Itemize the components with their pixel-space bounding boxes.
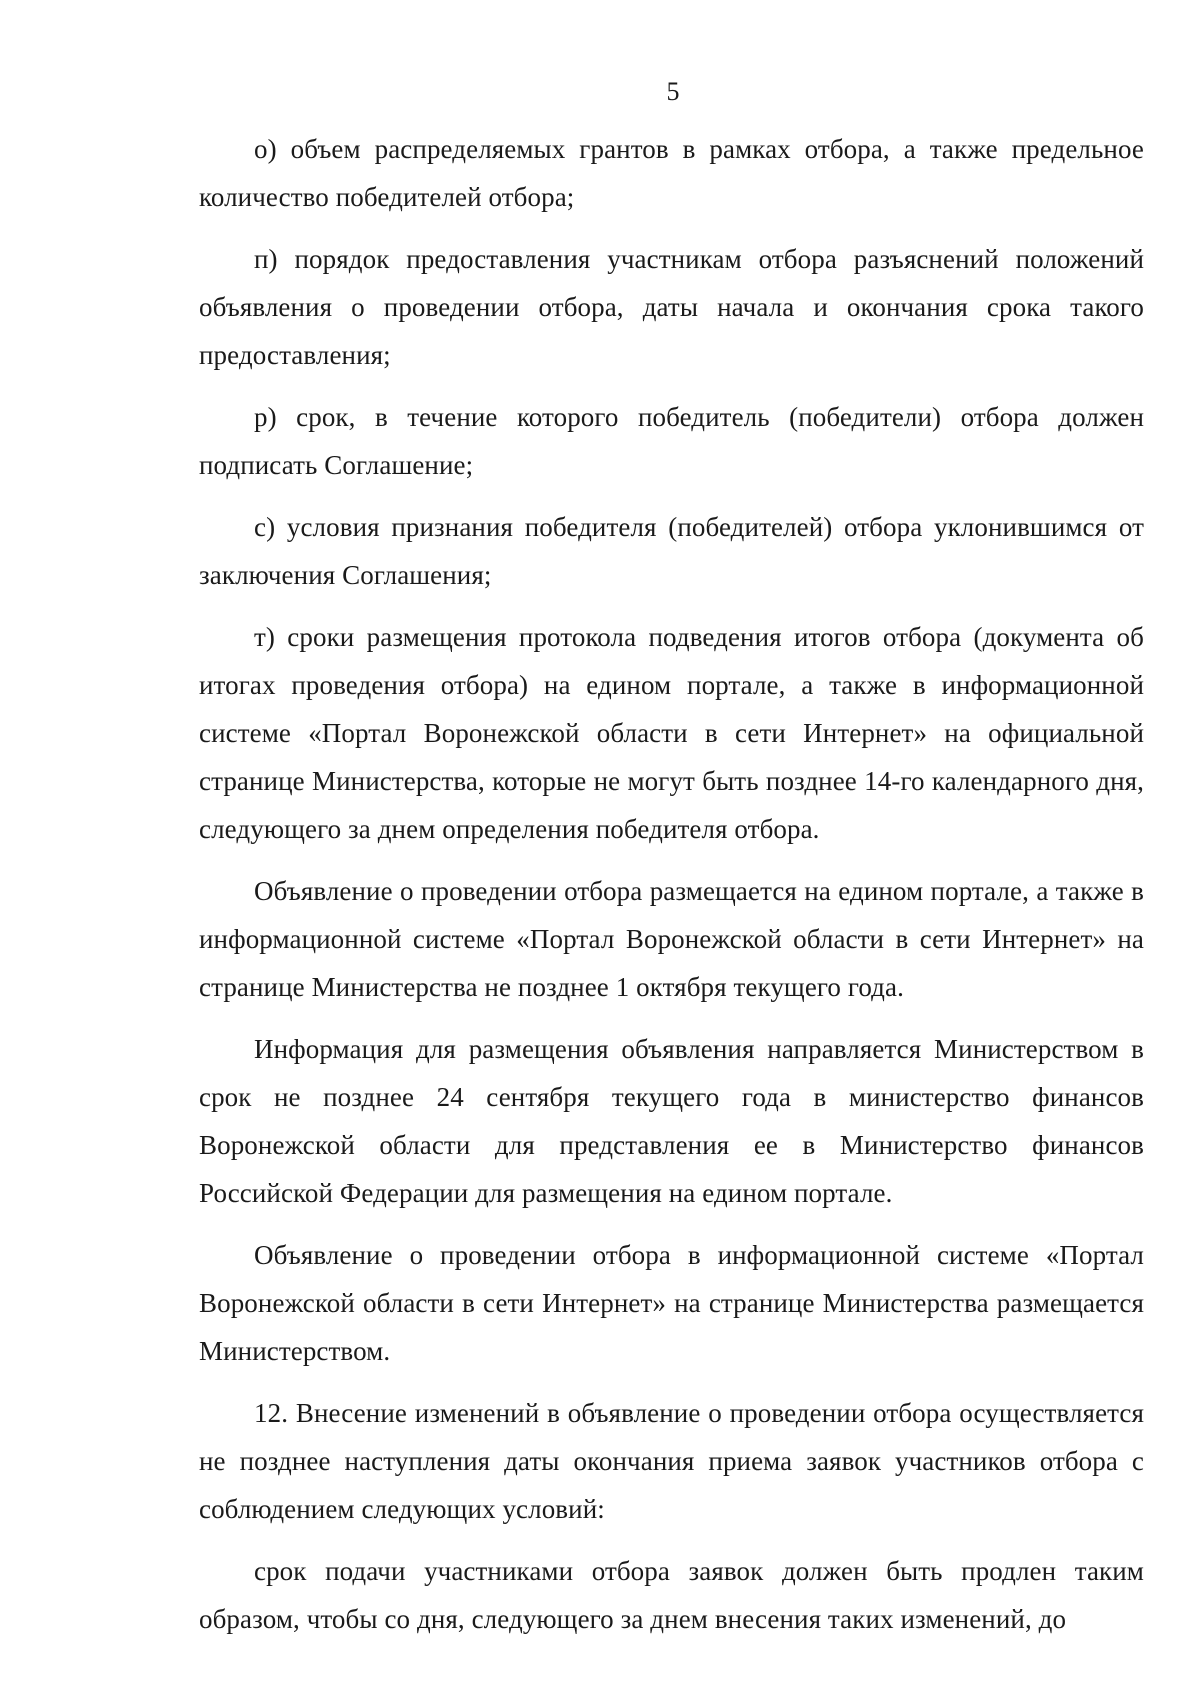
paragraph-p: п) порядок предоставления участникам отбора разъяснений положений объявления о проведении отбора, даты начала и окончания срока такого предоставления; [199,244,1144,370]
paragraph-s: с) условия признания победителя (победителей) отбора уклонившимся от заключения Соглашения; [199,512,1144,590]
paragraph-announcement-portal: Объявление о проведении отбора в информационной системе «Портал Воронежской области в сети Интернет» на странице Министерства размещается Министерством. [199,1240,1144,1366]
paragraph-announcement-placement: Объявление о проведении отбора размещается на едином портале, а также в информационной системе «Портал Воронежской области в сети Интернет» на странице Министерства не позднее 1 октября текущего года. [199,876,1144,1002]
paragraph-announcement-information: Информация для размещения объявления направляется Министерством в срок не позднее 24 сентября текущего года в министерство финансов Воронежской области для представления ее в Министерство финансов Российской Федерации для размещения на едином портале. [199,1034,1144,1208]
paragraph-r: р) срок, в течение которого победитель (победители) отбора должен подписать Соглашение; [199,402,1144,480]
page-number: 5 [666,77,680,106]
document-body [199,125,1144,1657]
paragraph-o: о) объем распределяемых грантов в рамках отбора, а также предельное количество победителей отбора; [199,134,1144,212]
paragraph-t: т) сроки размещения протокола подведения итогов отбора (документа об итогах проведения отбора) на едином портале, а также в информационной системе «Портал Воронежской области в сети Интернет» на официальной странице Министерства, которые не могут быть позднее 14-го календарного дня, следующего за днем определения победителя отбора. [199,622,1144,844]
paragraph-item-12: 12. Внесение изменений в объявление о проведении отбора осуществляется не позднее наступления даты окончания приема заявок участников отбора с соблюдением следующих условий: [199,1398,1144,1524]
paragraph-deadline-extension: срок подачи участниками отбора заявок должен быть продлен таким образом, чтобы со дня, следующего за днем внесения таких изменений, до [199,1556,1144,1634]
